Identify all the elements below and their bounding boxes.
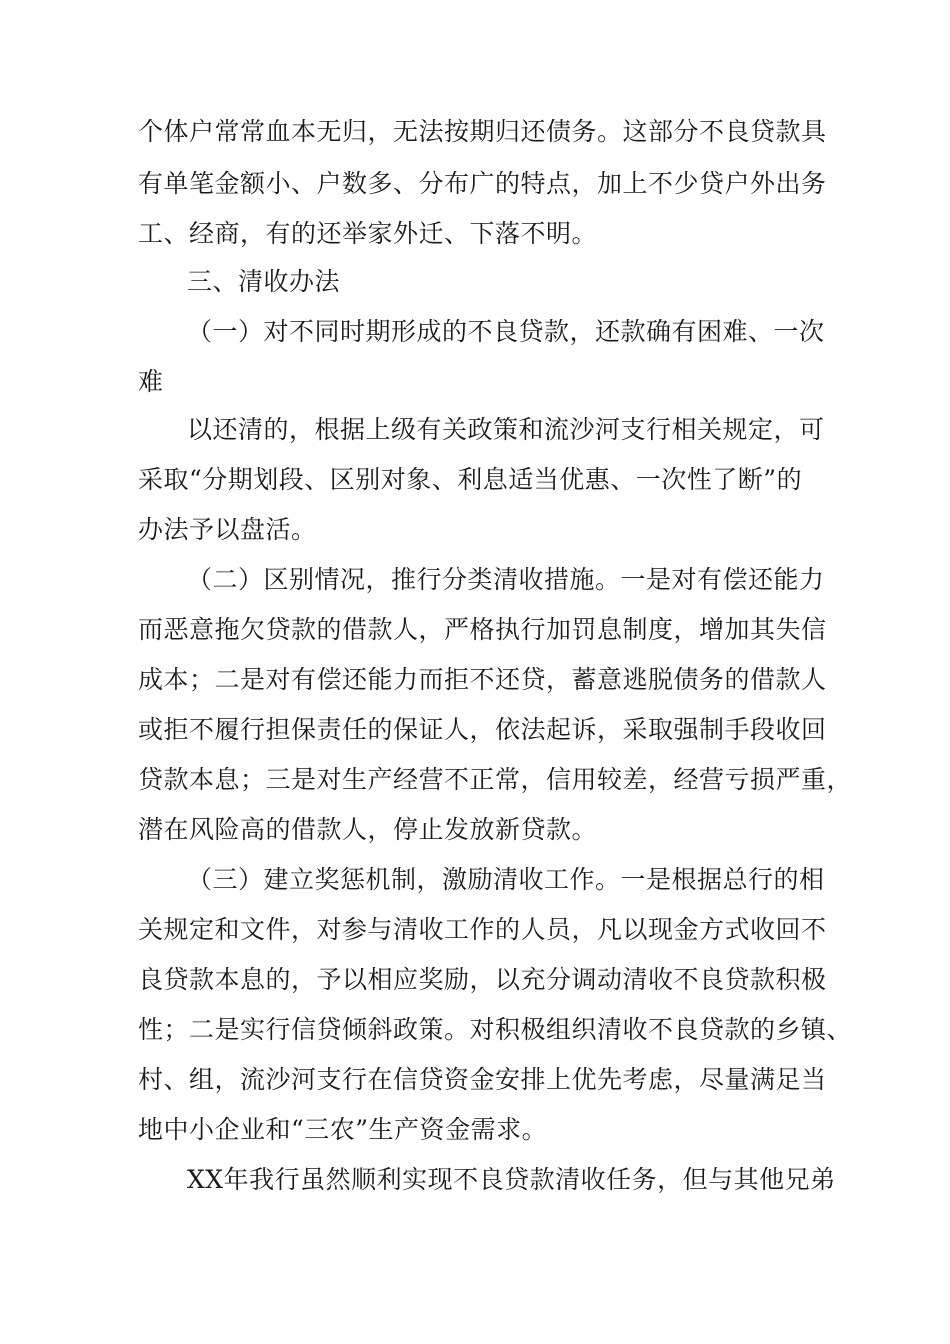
text-line: 村、组，流沙河支行在信贷资金安排上优先考虑，尽量满足当 [138,1065,827,1094]
text-line: 个体户常常血本无归，无法按期归还债务。这部分不良贷款具 [138,117,827,146]
text-line: 而恶意拖欠贷款的借款人，严格执行加罚息制度，增加其失信 [138,615,827,644]
text-line: 贷款本息；三是对生产经营不正常，信用较差，经营亏损严重， [138,765,853,794]
text-line: 有单笔金额小、户数多、分布广的特点，加上不少贷户外出务 [138,169,827,198]
text-line: 采取“分期划段、区别对象、利息适当优惠、一次性了断”的 [138,465,803,494]
text-line: 关规定和文件，对参与清收工作的人员，凡以现金方式收回不 [138,915,827,944]
text-line: XX年我行虽然顺利实现不良贷款清收任务，但与其他兄弟 [187,1165,836,1194]
text-line: 办法予以盘活。 [138,515,317,544]
text-line: 成本；二是对有偿还能力而拒不还贷，蓄意逃脱债务的借款人 [138,665,827,694]
text-line: 性；二是实行信贷倾斜政策。对积极组织清收不良贷款的乡镇、 [138,1015,853,1044]
text-line: 良贷款本息的，予以相应奖励，以充分调动清收不良贷款积极 [138,965,827,994]
text-line: （二）区别情况，推行分类清收措施。一是对有偿还能力 [187,565,825,594]
text-line: 潜在风险高的借款人，停止发放新贷款。 [138,815,598,844]
text-line: （一）对不同时期形成的不良贷款，还款确有困难、一次 [187,317,825,346]
text-line: 地中小企业和“三农”生产资金需求。 [138,1115,548,1144]
text-line: 或拒不履行担保责任的保证人，依法起诉，采取强制手段收回 [138,715,827,744]
text-line: 工、经商，有的还举家外迁、下落不明。 [138,219,598,248]
text-line: 难 [138,367,164,396]
section-heading: 三、清收办法 [187,267,341,296]
text-line: 以还清的，根据上级有关政策和流沙河支行相关规定，可 [187,415,825,444]
text-line: （三）建立奖惩机制，激励清收工作。一是根据总行的相 [187,865,825,894]
